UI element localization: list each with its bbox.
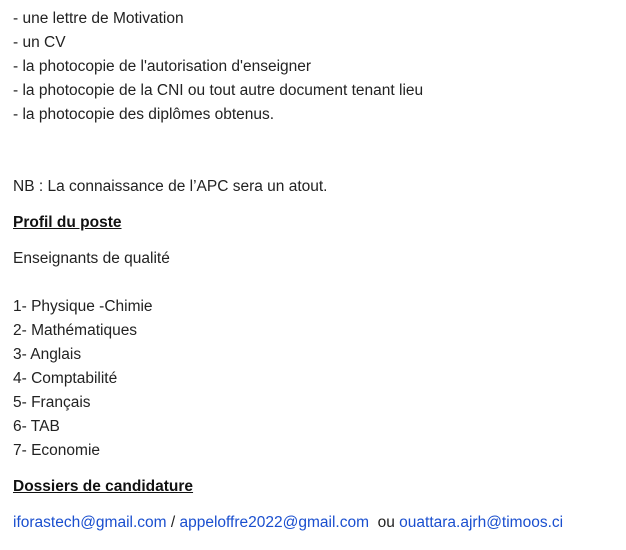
- subject-item-accounting: 4- Comptabilité: [13, 370, 118, 387]
- email-link-appeloffre2022[interactable]: appeloffre2022@gmail.com: [179, 514, 369, 531]
- subject-item-english: 3- Anglais: [13, 346, 82, 363]
- list-item-teaching-authorization: - la photocopie de l'autorisation d'enseigner: [13, 58, 312, 75]
- subject-item-french: 5- Français: [13, 394, 91, 411]
- subject-item-mathematics: 2- Mathématiques: [13, 322, 138, 339]
- email-link-iforastech[interactable]: iforastech@gmail.com: [13, 514, 167, 531]
- list-item-cv: - un CV: [13, 34, 66, 51]
- subject-item-economics: 7- Economie: [13, 442, 101, 459]
- list-item-diplomas-copy: - la photocopie des diplômes obtenus.: [13, 106, 275, 123]
- applications-heading: Dossiers de candidature: [13, 478, 194, 495]
- email-link-ouattara[interactable]: ouattara.ajrh@timoos.ci: [399, 514, 564, 531]
- email-separator-ou: ou: [369, 514, 400, 531]
- email-separator-slash: /: [166, 514, 180, 531]
- list-item-motivation-letter: - une lettre de Motivation: [13, 10, 184, 27]
- subject-item-physics-chemistry: 1- Physique -Chimie: [13, 298, 153, 315]
- nb-note: NB : La connaissance de l’APC sera un atout.: [13, 178, 328, 195]
- profile-intro: Enseignants de qualité: [13, 250, 170, 267]
- profile-heading: Profil du poste: [13, 214, 122, 231]
- contact-emails-line: [13, 511, 563, 535]
- subject-item-tab: 6- TAB: [13, 418, 60, 435]
- list-item-id-card-copy: - la photocopie de la CNI ou tout autre document tenant lieu: [13, 82, 424, 99]
